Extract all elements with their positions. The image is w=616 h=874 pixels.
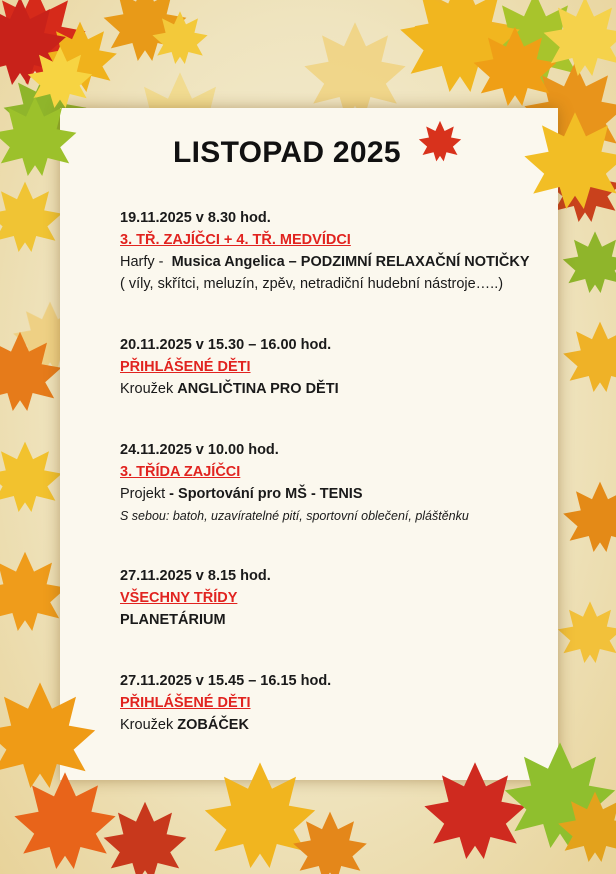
event-date: 27.11.2025 v 8.15 hod. xyxy=(120,568,271,584)
event-description: Kroužek ANGLIČTINA PRO DĚTI xyxy=(120,381,339,397)
events-card xyxy=(60,108,558,780)
event-group: PŘIHLÁŠENÉ DĚTI xyxy=(120,359,251,375)
event-group: VŠECHNY TŘÍDY xyxy=(120,590,238,606)
maple-leaf-icon xyxy=(414,120,466,166)
event-group: 3. TŘÍDA ZAJÍČCI xyxy=(120,464,241,480)
event-date: 20.11.2025 v 15.30 – 16.00 hod. xyxy=(120,337,332,353)
event-date: 24.11.2025 v 10.00 hod. xyxy=(120,442,279,458)
event-note: S sebou: batoh, uzavíratelné pití, sportovní oblečení, pláštěnku xyxy=(120,509,469,523)
event-date: 19.11.2025 v 8.30 hod. xyxy=(120,210,271,226)
event-date: 27.11.2025 v 15.45 – 16.15 hod. xyxy=(120,673,332,689)
event-detail: ( víly, skřítci, meluzín, zpěv, netradiční hudební nástroje…..) xyxy=(120,276,504,292)
event-description: PLANETÁRIUM xyxy=(120,612,226,628)
event-description: Harfy - Musica Angelica – PODZIMNÍ RELAXAČNÍ NOTIČKY xyxy=(120,254,530,270)
event-item xyxy=(120,670,550,736)
event-item xyxy=(120,439,550,527)
event-item xyxy=(120,565,550,631)
event-item xyxy=(120,334,550,400)
event-group: 3. TŘ. ZAJÍČCI + 4. TŘ. MEDVÍDCI xyxy=(120,232,351,248)
event-item xyxy=(120,207,550,295)
event-description: Projekt - Sportování pro MŠ - TENIS xyxy=(120,486,363,502)
event-description: Kroužek ZOBÁČEK xyxy=(120,717,249,733)
page-title: LISTOPAD 2025 xyxy=(173,136,401,169)
event-group: PŘIHLÁŠENÉ DĚTI xyxy=(120,695,251,711)
